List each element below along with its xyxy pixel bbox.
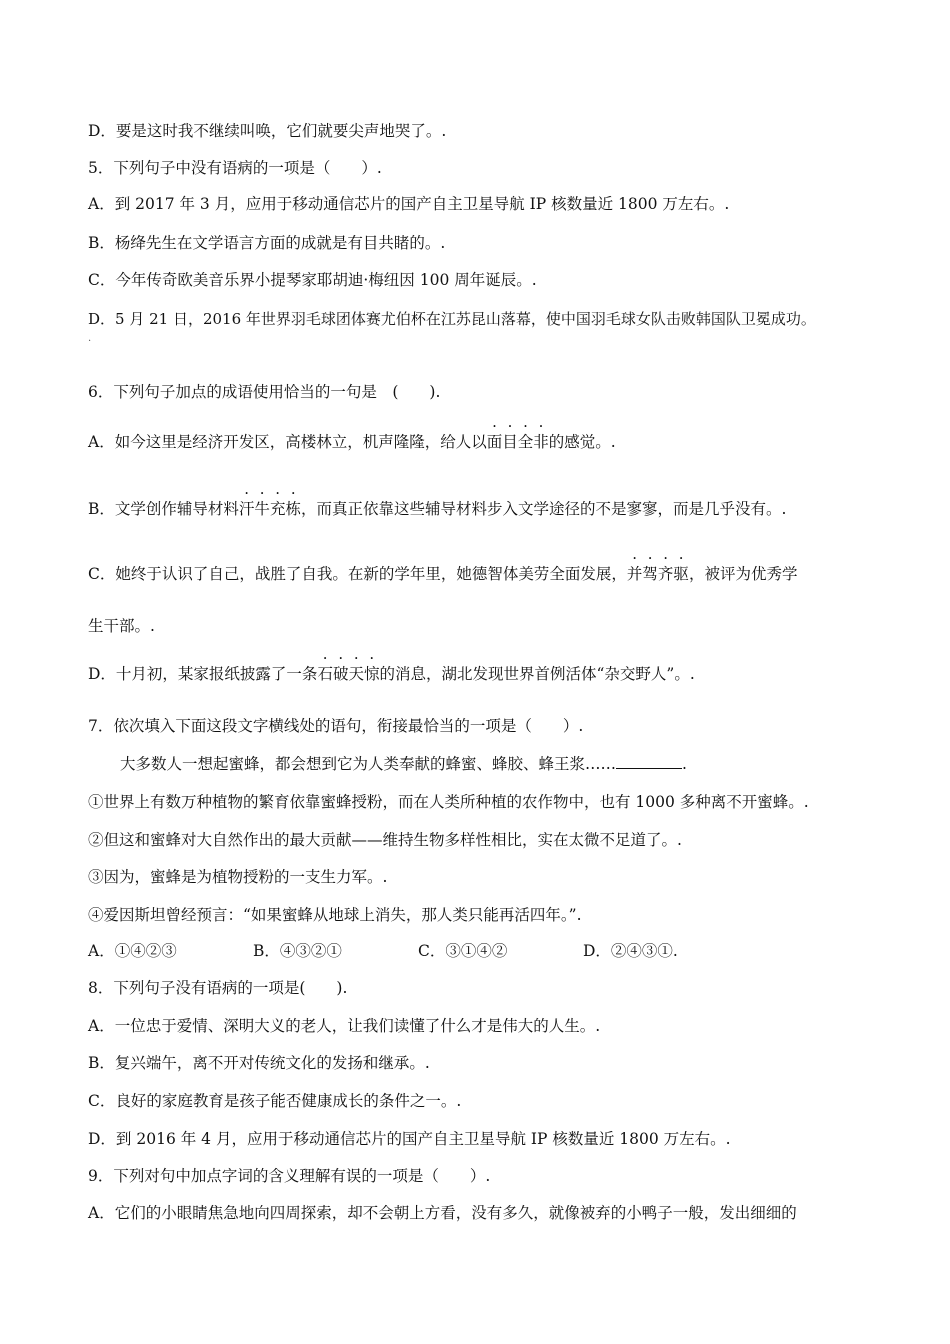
dotted-char: 驾 — [642, 565, 658, 583]
dotted-char: 非 — [533, 433, 549, 451]
dotted-char: 惊 — [363, 665, 380, 683]
q6-option-b-idiom — [239, 500, 301, 518]
q8-option-b: B．复兴端午，离不开对传统文化的发扬和继承。. — [88, 1054, 430, 1072]
dotted-char: 栋 — [285, 500, 301, 518]
dotted-char: 汗 — [238, 500, 255, 518]
dotted-char: 牛 — [254, 500, 270, 518]
q6-option-c-prefix: C．她终于认识了自己，战胜了自我。在新的学年里，她德智体美劳全面发展， — [88, 565, 627, 583]
q6-option-a — [88, 432, 890, 452]
fill-blank — [616, 754, 682, 769]
q6-option-c-continued: 生干部。. — [88, 617, 155, 635]
q6-option-a-idiom — [487, 433, 549, 451]
q5-option-a: A．到 2017 年 3 月，应用于移动通信芯片的国产自主卫星导航 IP 核数量近 1800 万左右。. — [88, 195, 730, 213]
dotted-char: 全 — [517, 433, 534, 451]
q7-option-b: B．④③②① — [253, 942, 342, 960]
q7-option-c: C．③①④② — [418, 942, 508, 960]
q7-option-a: A．①④②③ — [88, 942, 177, 960]
q7-passage — [120, 754, 890, 774]
q6-option-d-suffix: 的消息，湖北发现世界首例活体“杂交野人”。. — [379, 665, 695, 683]
q9-stem: 9．下列对句中加点字词的含义理解有误的一项是（ ）. — [88, 1167, 491, 1185]
dotted-char: 破 — [332, 665, 349, 683]
q6-option-a-suffix: 的感觉。. — [548, 433, 616, 451]
q7-sentence-4: ④爱因斯坦曾经预言：“如果蜜蜂从地球上消失，那人类只能再活四年。”. — [88, 906, 582, 924]
dotted-char: 充 — [269, 500, 286, 518]
q7-sentence-2: ②但这和蜜蜂对大自然作出的最大贡献——维持生物多样性相比，实在太微不足道了。. — [88, 831, 682, 849]
q8-stem: 8．下列句子没有语病的一项是( ). — [88, 979, 348, 997]
q8-option-c: C．良好的家庭教育是孩子能否健康成长的条件之一。. — [88, 1092, 462, 1110]
q7-option-d: D．②④③①. — [583, 942, 678, 960]
dotted-char: 驱 — [673, 565, 689, 583]
q6-option-d-prefix: D．十月初，某家报纸披露了一条 — [88, 665, 318, 683]
q6-option-c-idiom — [627, 565, 689, 583]
q7-sentence-3: ③因为，蜜蜂是为植物授粉的一支生力军。. — [88, 868, 388, 886]
q7-stem: 7．依次填入下面这段文字横线处的语句，衔接最恰当的一项是（ ）. — [88, 717, 584, 735]
q6-option-d — [88, 664, 890, 684]
q4-option-d: D．要是这时我不继续叫唤，它们就要尖声地哭了。. — [88, 122, 447, 140]
q6-option-b-suffix: ，而真正依靠这些辅导材料步入文学途径的不是寥寥，而是几乎没有。. — [300, 500, 787, 518]
dotted-char: 石 — [317, 665, 333, 683]
dotted-char: 目 — [502, 433, 518, 451]
dotted-char: 天 — [348, 665, 364, 683]
q5-option-d: D．5 月 21 日，2016 年世界羽毛球团体赛尤伯杯在江苏昆山落幕，使中国羽毛球女队击败韩国队卫冕成功。 — [88, 310, 816, 328]
q5-option-d-tail: . — [88, 333, 92, 344]
q7-sentence-1: ①世界上有数万种植物的繁育依靠蜜蜂授粉，而在人类所种植的农作物中，也有 1000 多种离不开蜜蜂。. — [88, 793, 809, 811]
dotted-char: 面 — [486, 433, 503, 451]
q5-option-c: C．今年传奇欧美音乐界小提琴家耶胡迪·梅纽因 100 周年诞辰。. — [88, 271, 537, 289]
q7-passage-end: . — [682, 755, 687, 773]
q6-option-b-prefix: B．文学创作辅导材料 — [88, 500, 239, 518]
q6-stem: 6．下列句子加点的成语使用恰当的一句是 ( ). — [88, 383, 441, 401]
q6-option-c-suffix: ，被评为优秀学 — [688, 565, 798, 583]
q6-option-a-prefix: A．如今这里是经济开发区，高楼林立，机声隆隆，给人以 — [88, 433, 487, 451]
q8-option-a: A．一位忠于爱情、深明大义的老人，让我们读懂了什么才是伟大的人生。. — [88, 1017, 601, 1035]
q6-option-b — [88, 499, 890, 519]
q7-passage-text: 大多数人一想起蜜蜂，都会想到它为人类奉献的蜂蜜、蜂胶、蜂王浆…… — [120, 755, 617, 773]
dotted-char: 齐 — [657, 565, 674, 583]
dotted-char: 并 — [626, 565, 643, 583]
q8-option-d: D．到 2016 年 4 月，应用于移动通信芯片的国产自主卫星导航 IP 核数量近 1800 万左右。. — [88, 1130, 731, 1148]
q6-option-d-idiom — [317, 665, 379, 683]
q5-stem: 5．下列句子中没有语病的一项是（ ）. — [88, 159, 382, 177]
q5-option-b: B．杨绛先生在文学语言方面的成就是有目共睹的。. — [88, 234, 446, 252]
q9-option-a: A．它们的小眼睛焦急地向四周探索，却不会朝上方看，没有多久，就像被弃的小鸭子一般，发出细细的 — [88, 1204, 797, 1222]
q6-option-c — [88, 564, 890, 584]
